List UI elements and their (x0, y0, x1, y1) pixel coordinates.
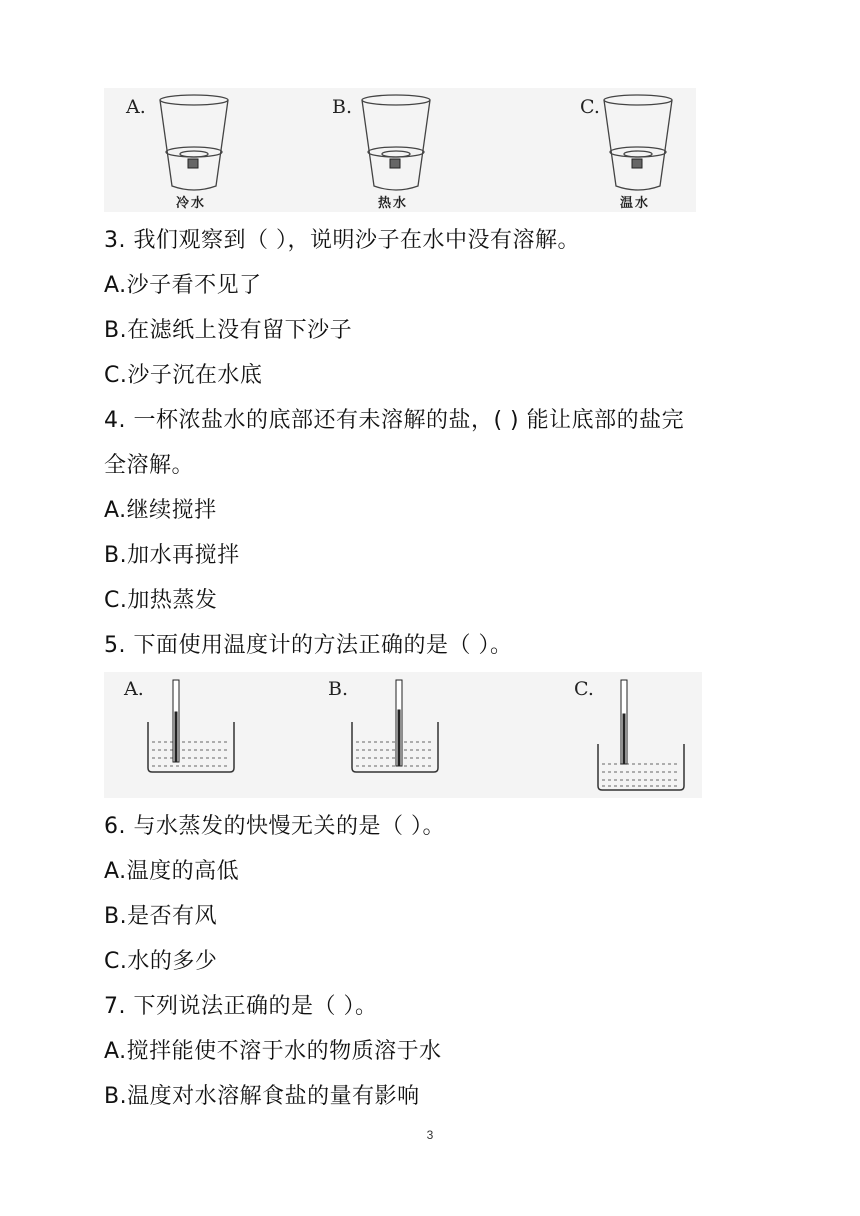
q7-option-a: A.搅拌能使不溶于水的物质溶于水 (104, 1039, 442, 1064)
thermometer-figure (104, 672, 702, 798)
q4-stem-line2: 全溶解。 (104, 453, 195, 478)
q7-stem: 7. 下列说法正确的是（ ）。 (104, 994, 378, 1019)
q3-option-b: B.在滤纸上没有留下沙子 (104, 318, 353, 343)
q4-stem-line1: 4. 一杯浓盐水的底部还有未溶解的盐，( ) 能让底部的盐完 (104, 408, 685, 433)
q4-option-a: A.继续搅拌 (104, 498, 217, 523)
cup-c-caption: 温水 (620, 196, 651, 211)
q5-stem: 5. 下面使用温度计的方法正确的是（ ）。 (104, 633, 513, 658)
q3-option-a: A.沙子看不见了 (104, 273, 262, 298)
cup-a-letter: A. (126, 96, 146, 118)
cup-b-caption: 热水 (378, 196, 409, 211)
thermometer-c-letter: C. (574, 678, 594, 700)
cup-c-letter: C. (580, 96, 600, 118)
cup-a-caption: 冷水 (176, 196, 207, 211)
q6-stem: 6. 与水蒸发的快慢无关的是（ ）。 (104, 814, 445, 839)
q6-option-b: B.是否有风 (104, 904, 218, 929)
q4-option-c: C.加热蒸发 (104, 588, 218, 613)
q6-option-c: C.水的多少 (104, 949, 218, 974)
q6-option-a: A.温度的高低 (104, 859, 240, 884)
q3-stem: 3. 我们观察到（ ），说明沙子在水中没有溶解。 (104, 228, 580, 253)
thermometer-b-letter: B. (328, 678, 349, 700)
page-number: 3 (426, 1128, 434, 1142)
cup-b-letter: B. (332, 96, 353, 118)
thermometer-drawing (104, 672, 702, 798)
q3-option-c: C.沙子沉在水底 (104, 363, 263, 388)
q7-option-b: B.温度对水溶解食盐的量有影响 (104, 1084, 420, 1109)
q4-option-b: B.加水再搅拌 (104, 543, 240, 568)
cups-figure (104, 88, 696, 212)
thermometer-a-letter: A. (124, 678, 144, 700)
